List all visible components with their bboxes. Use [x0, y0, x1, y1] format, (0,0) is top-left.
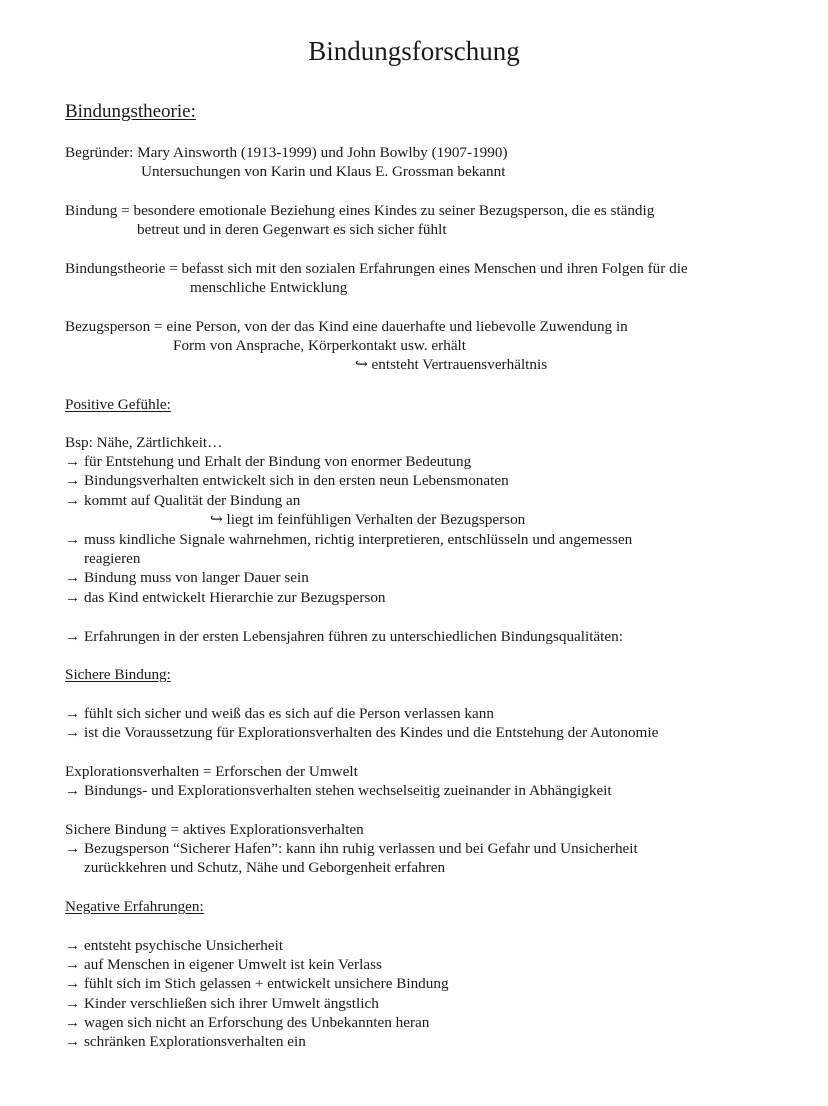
section-heading-positive-gefuehle: Positive Gefühle:: [65, 396, 171, 413]
list-item: → Erfahrungen in der ersten Lebensjahren führen zu unterschiedlichen Bindungsqualitäten:: [65, 628, 623, 645]
definition-bindungstheorie-continued: menschliche Entwicklung: [190, 279, 348, 296]
definition-bindung-continued: betreut und in deren Gegenwart es sich sicher fühlt: [137, 221, 447, 238]
list-item: → das Kind entwickelt Hierarchie zur Bezugsperson: [65, 589, 386, 606]
list-item: → Bindungsverhalten entwickelt sich in den ersten neun Lebensmonaten: [65, 472, 509, 489]
list-item: → ist die Voraussetzung für Explorationsverhalten des Kindes und die Entstehung der Autonomie: [65, 724, 659, 741]
list-item: → auf Menschen in eigener Umwelt ist kein Verlass: [65, 956, 382, 973]
list-item: → fühlt sich sicher und weiß das es sich auf die Person verlassen kann: [65, 705, 494, 722]
definition-explorationsverhalten: Explorationsverhalten = Erforschen der Umwelt: [65, 763, 358, 780]
list-item: → Kinder verschließen sich ihrer Umwelt ängstlich: [65, 995, 379, 1012]
list-item: → muss kindliche Signale wahrnehmen, richtig interpretieren, entschlüsseln und angemessen: [65, 531, 633, 548]
definition-bindung: Bindung = besondere emotionale Beziehung eines Kindes zu seiner Bezugsperson, die es ständig: [65, 202, 655, 219]
section-heading-bindungstheorie: Bindungstheorie:: [65, 101, 196, 122]
list-item: → Bindungs- und Explorationsverhalten stehen wechselseitig zueinander in Abhängigkeit: [65, 782, 612, 799]
definition-bezugsperson-result: ↪ entsteht Vertrauensverhältnis: [355, 356, 548, 373]
section-heading-sichere-bindung: Sichere Bindung:: [65, 666, 171, 683]
list-item: → Bezugsperson “Sicherer Hafen”: kann ihn ruhig verlassen und bei Gefahr und Unsicherheit: [65, 840, 638, 857]
example-line: Bsp: Nähe, Zärtlichkeit…: [65, 434, 223, 451]
list-item: → entsteht psychische Unsicherheit: [65, 937, 284, 954]
list-item: → für Entstehung und Erhalt der Bindung von enormer Bedeutung: [65, 453, 472, 470]
page-title: Bindungsforschung: [308, 36, 520, 66]
list-item-continued: reagieren: [84, 550, 141, 567]
definition-sichere-bindung: Sichere Bindung = aktives Explorationsverhalten: [65, 821, 364, 838]
definition-bindungstheorie: Bindungstheorie = befasst sich mit den sozialen Erfahrungen eines Menschen und ihren Folgen für die: [65, 260, 688, 277]
list-item: → fühlt sich im Stich gelassen + entwickelt unsichere Bindung: [65, 975, 449, 992]
list-item: → kommt auf Qualität der Bindung an: [65, 492, 301, 509]
list-item-continued: zurückkehren und Schutz, Nähe und Geborgenheit erfahren: [84, 859, 446, 876]
founders-line-continued: Untersuchungen von Karin und Klaus E. Grossman bekannt: [141, 163, 506, 180]
list-item: → Bindung muss von langer Dauer sein: [65, 569, 309, 586]
list-sub-item: ↪ liegt im feinfühligen Verhalten der Bezugsperson: [210, 511, 526, 528]
section-heading-negative-erfahrungen: Negative Erfahrungen:: [65, 898, 204, 915]
definition-bezugsperson-continued: Form von Ansprache, Körperkontakt usw. erhält: [173, 337, 466, 354]
definition-bezugsperson: Bezugsperson = eine Person, von der das Kind eine dauerhafte und liebevolle Zuwendung in: [65, 318, 628, 335]
founders-line: Begründer: Mary Ainsworth (1913-1999) und John Bowlby (1907-1990): [65, 144, 508, 161]
list-item: → schränken Explorationsverhalten ein: [65, 1033, 306, 1050]
list-item: → wagen sich nicht an Erforschung des Unbekannten heran: [65, 1014, 430, 1031]
